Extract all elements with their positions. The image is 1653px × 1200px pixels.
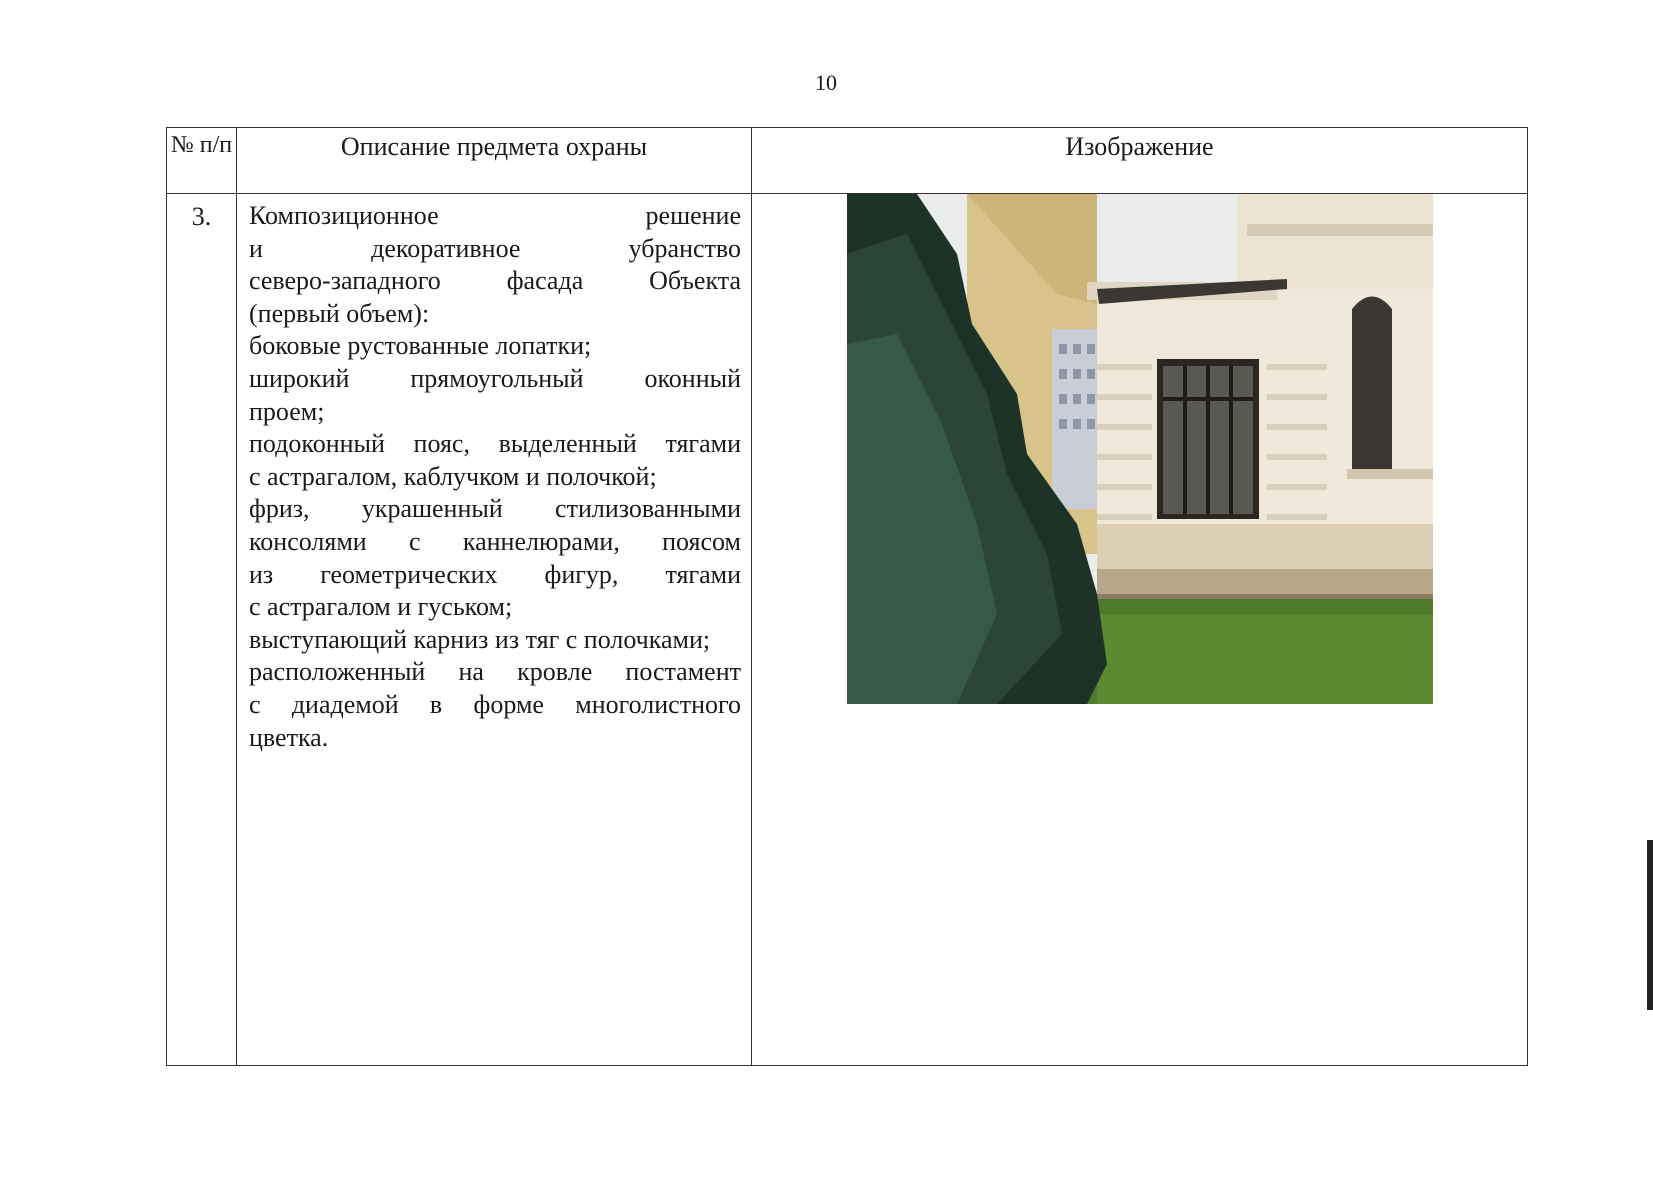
desc-line: с астрагалом, каблучком и полочкой;	[249, 461, 657, 491]
desc-line: боковые рустованные лопатки;	[249, 331, 592, 361]
desc-line: консолями с каннелюрами, поясом	[249, 526, 741, 556]
desc-line: фриз, украшенный стилизованными	[249, 494, 741, 524]
desc-line: выступающий карниз из тяг с полочками;	[249, 624, 711, 654]
desc-line: широкий прямоугольный оконный	[249, 363, 741, 393]
row-image-cell	[752, 194, 1528, 1066]
scan-edge-mark	[1647, 840, 1653, 1010]
row-description	[237, 194, 752, 1066]
page-number: 10	[815, 70, 837, 95]
desc-line: из геометрических фигур, тягами	[249, 559, 741, 589]
desc-line: с астрагалом и гуськом;	[249, 592, 513, 622]
row-number: 3.	[167, 194, 237, 1066]
desc-line: и декоративное убранство	[249, 233, 741, 263]
facade-photo	[847, 194, 1433, 704]
desc-line: расположенный на кровле постамент	[249, 657, 741, 687]
table-header-row	[167, 128, 1528, 194]
desc-line: цветка.	[249, 722, 329, 752]
desc-line: с диадемой в форме многолистного	[249, 689, 741, 719]
desc-line: северо-западного фасада Объекта	[249, 266, 741, 296]
desc-line: подоконный пояс, выделенный тягами	[249, 429, 741, 459]
desc-line: (первый объем):	[249, 298, 430, 328]
header-image: Изображение	[752, 128, 1528, 194]
desc-line: проем;	[249, 396, 325, 426]
desc-line: Композиционное решение	[249, 201, 741, 230]
header-number: № п/п	[167, 128, 237, 194]
table-row	[167, 194, 1528, 1066]
protection-table	[166, 127, 1528, 1066]
header-description: Описание предмета охраны	[237, 128, 752, 194]
